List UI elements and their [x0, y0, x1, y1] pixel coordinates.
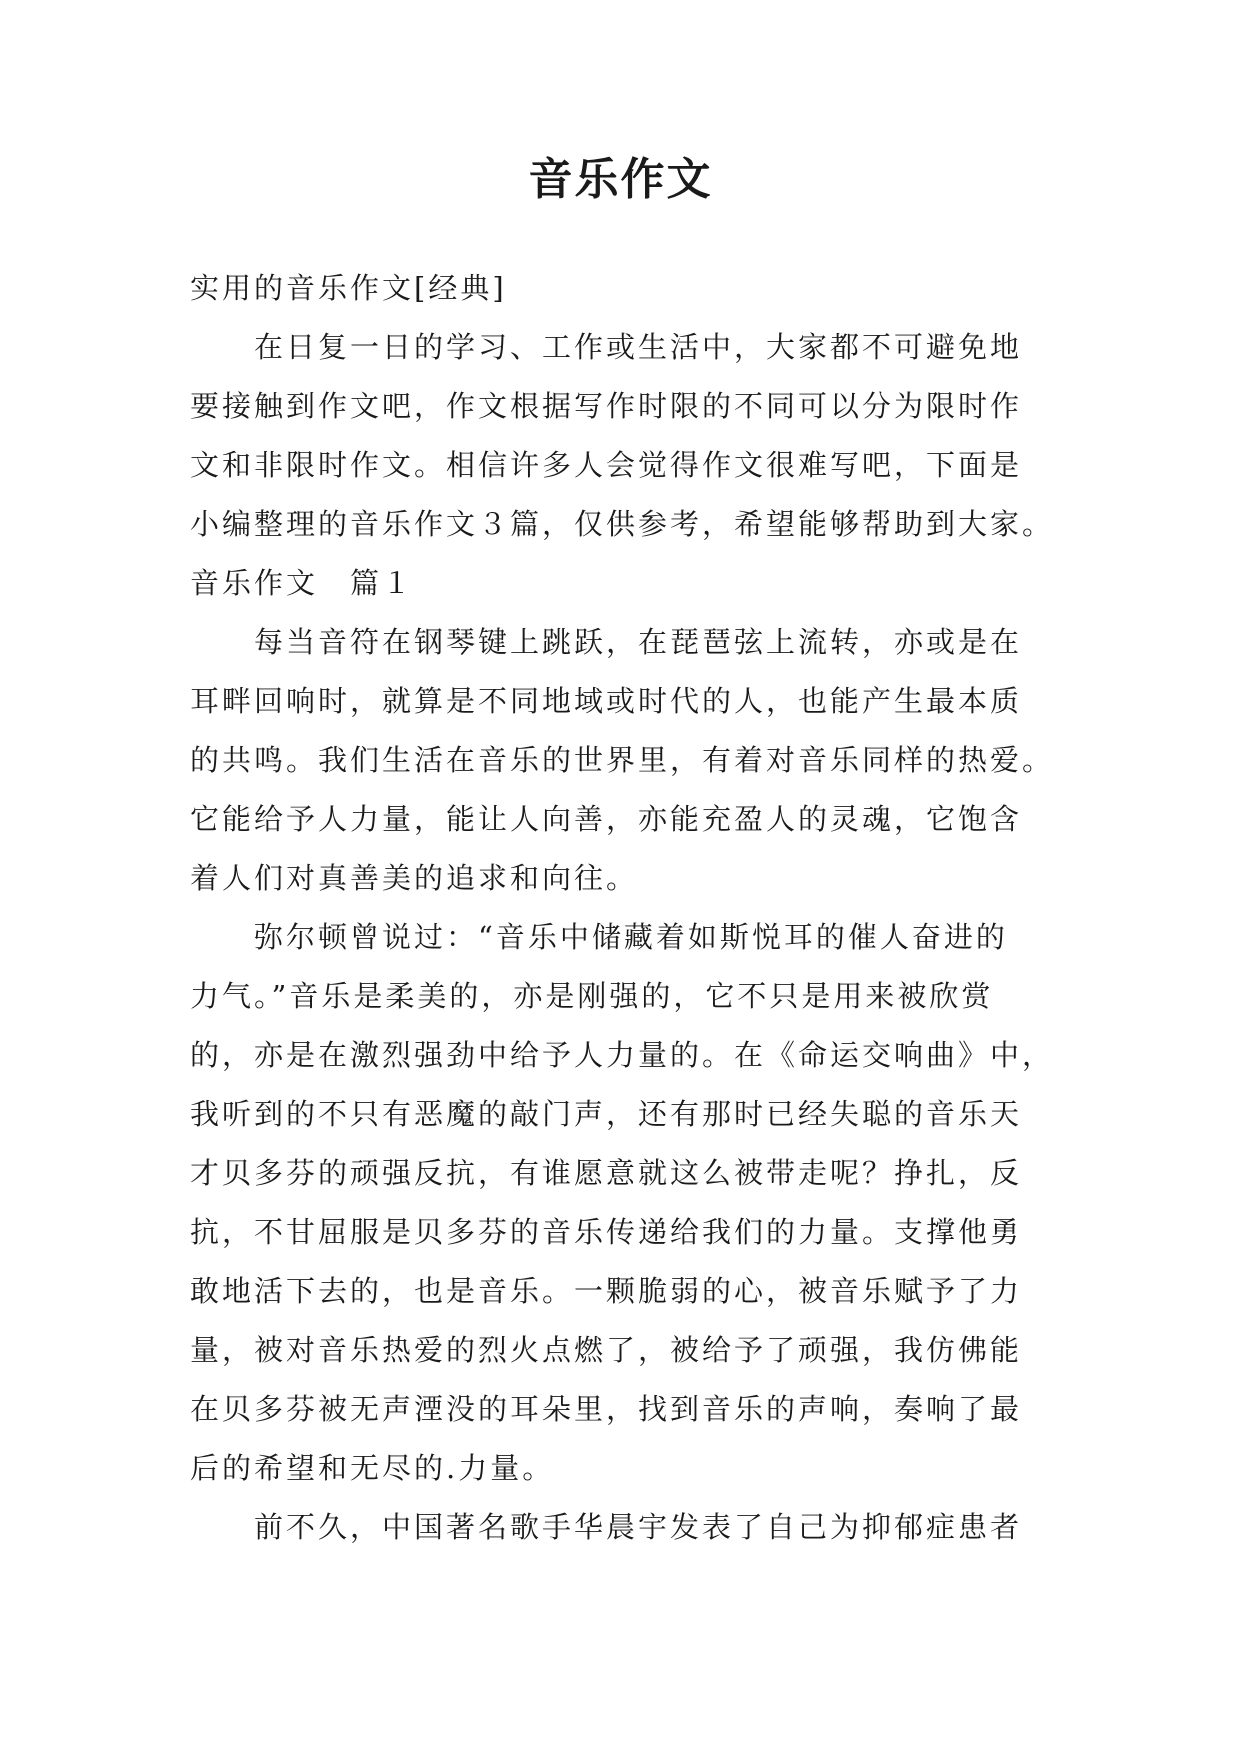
paragraph-line: 文和非限时作文。相信许多人会觉得作文很难写吧，下面是 — [190, 448, 1023, 482]
paragraph-line: 着人们对真善美的追求和向往。 — [190, 861, 639, 895]
document-subtitle: 实用的音乐作文[经典] — [190, 271, 507, 305]
paragraph-line: 力气。”音乐是柔美的，亦是刚强的，它不只是用来被欣赏 — [190, 979, 994, 1013]
paragraph-line: 的共鸣。我们生活在音乐的世界里，有着对音乐同样的热爱。 — [190, 743, 1055, 777]
paragraph-line: 量，被对音乐热爱的烈火点燃了，被给予了顽强，我仿佛能 — [190, 1333, 1023, 1367]
paragraph-line: 要接触到作文吧，作文根据写作时限的不同可以分为限时作 — [190, 389, 1023, 423]
paragraph-line: 才贝多芬的顽强反抗，有谁愿意就这么被带走呢？挣扎，反 — [190, 1156, 1023, 1190]
paragraph-line: 后的希望和无尽的.力量。 — [190, 1451, 555, 1485]
paragraph-line: 前不久，中国著名歌手华晨宇发表了自己为抑郁症患者 — [254, 1510, 1023, 1544]
paragraph-line: 的，亦是在激烈强劲中给予人力量的。在《命运交响曲》中， — [190, 1038, 1055, 1072]
paragraph-line: 抗，不甘屈服是贝多芬的音乐传递给我们的力量。支撑他勇 — [190, 1215, 1023, 1249]
paragraph-line: 在贝多芬被无声湮没的耳朵里，找到音乐的声响，奏响了最 — [190, 1392, 1023, 1426]
paragraph-line: 每当音符在钢琴键上跳跃，在琵琶弦上流转，亦或是在 — [254, 625, 1023, 659]
paragraph-line: 耳畔回响时，就算是不同地域或时代的人，也能产生最本质 — [190, 684, 1023, 718]
paragraph-line: 它能给予人力量，能让人向善，亦能充盈人的灵魂，它饱含 — [190, 802, 1023, 836]
paragraph-line: 在日复一日的学习、工作或生活中，大家都不可避免地 — [254, 330, 1023, 364]
section-heading: 音乐作文 篇１ — [190, 566, 415, 600]
paragraph-line: 小编整理的音乐作文３篇，仅供参考，希望能够帮助到大家。 — [190, 507, 1055, 541]
paragraph-line: 我听到的不只有恶魔的敲门声，还有那时已经失聪的音乐天 — [190, 1097, 1023, 1131]
document-title: 音乐作文 — [528, 154, 713, 205]
paragraph-line: 敢地活下去的，也是音乐。一颗脆弱的心，被音乐赋予了力 — [190, 1274, 1023, 1308]
paragraph-line: 弥尔顿曾说过：“音乐中储藏着如斯悦耳的催人奋进的 — [254, 920, 1008, 954]
document-body — [190, 259, 1060, 1557]
